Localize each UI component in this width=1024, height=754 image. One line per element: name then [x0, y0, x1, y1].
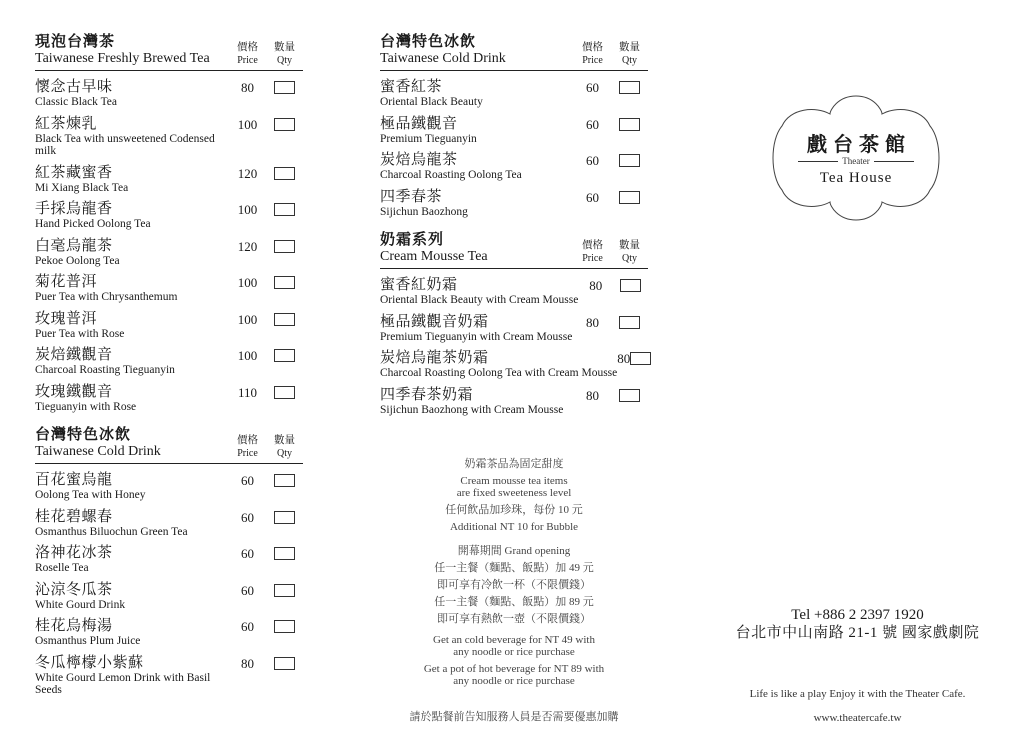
item-price: 60: [241, 473, 254, 488]
item-price: 110: [237, 384, 258, 400]
qty-input-box[interactable]: [630, 352, 651, 365]
qty-header: [266, 41, 303, 67]
price-header-en: Price: [237, 448, 258, 459]
item-name-en: White Gourd Lemon Drink with Basil Seeds: [35, 671, 211, 696]
menu-item: [380, 116, 648, 146]
menu-item: [380, 387, 648, 417]
item-price: 60: [241, 546, 254, 561]
qty-cell: [266, 472, 303, 487]
item-name-en: Charcoal Roasting Oolong Tea: [380, 169, 522, 181]
item-name-en: Hand Picked Oolong Tea: [35, 218, 151, 230]
item-name-zh: 沁涼冬瓜茶: [35, 581, 113, 598]
note-offer1-en-1: Get an cold beverage for NT 49 with: [433, 634, 595, 646]
item-price: 80: [241, 80, 254, 95]
item-name-zh: 桂花碧螺春: [35, 508, 113, 525]
item-text: [35, 116, 229, 158]
item-price: 60: [241, 582, 254, 598]
item-price: 80: [586, 387, 599, 403]
qty-input-box[interactable]: [274, 584, 295, 597]
qty-cell: [266, 347, 303, 362]
qty-input-box[interactable]: [274, 313, 295, 326]
item-name-zh: 玫瑰鐵觀音: [35, 383, 113, 400]
qty-cell: [611, 189, 648, 204]
menu-item: [35, 311, 303, 341]
note-offer1-zh-1: 任一主餐（麵點、飯點）加 49 元: [434, 562, 594, 574]
qty-cell: [266, 274, 303, 289]
qty-input-box[interactable]: [619, 118, 640, 131]
item-text: [35, 655, 229, 697]
item-name-en: Black Tea with unsweetened Codensed milk: [35, 132, 215, 157]
item-name-zh: 紅茶煉乳: [35, 115, 98, 132]
item-name-en: Roselle Tea: [35, 562, 89, 574]
item-list: [380, 277, 648, 416]
qty-input-box[interactable]: [274, 240, 295, 253]
item-price: 60: [586, 116, 599, 132]
qty-input-box[interactable]: [274, 167, 295, 180]
section-title-zh: 現泡台灣茶: [35, 34, 116, 50]
item-price: 60: [586, 80, 599, 95]
price-header-zh: 價格: [582, 240, 603, 251]
item-price: 100: [237, 202, 258, 217]
item-name-en: Oriental Black Beauty: [380, 96, 483, 108]
qty-cell: [611, 79, 648, 94]
tagline: Life is like a play Enjoy it with the Theater Cafe.: [749, 688, 966, 700]
item-text: [380, 277, 578, 307]
item-price: 100: [237, 116, 258, 132]
item-price: 80: [586, 314, 599, 330]
qty-cell: [611, 152, 648, 167]
section-header: [380, 34, 648, 71]
menu-item: [35, 165, 303, 195]
item-name-en: Oolong Tea with Honey: [35, 489, 146, 501]
menu-item: [35, 238, 303, 268]
menu-notes: [380, 458, 648, 687]
item-name-en: Sijichun Baozhong with Cream Mousse: [380, 403, 564, 416]
qty-input-box[interactable]: [274, 657, 295, 670]
qty-input-box[interactable]: [619, 191, 640, 204]
menu-column-middle: [380, 34, 648, 430]
note-sweetness-en-2: are fixed sweeteness level: [456, 487, 572, 499]
qty-cell: [630, 350, 651, 365]
item-name-en: Osmanthus Biluochun Green Tea: [35, 525, 188, 538]
section-title-en: Cream Mousse Tea: [380, 249, 488, 264]
item-price: 100: [237, 311, 258, 327]
qty-cell: [266, 238, 303, 253]
menu-item: [35, 655, 303, 697]
price-header: [229, 41, 266, 67]
item-name-zh: 四季春茶: [380, 188, 443, 205]
price-header: [229, 434, 266, 460]
qty-input-box[interactable]: [274, 620, 295, 633]
item-list: [380, 79, 648, 218]
price-header-zh: 價格: [582, 42, 603, 53]
menu-item: [380, 314, 648, 344]
price-header: [574, 41, 611, 67]
menu-item: [380, 79, 648, 109]
qty-input-box[interactable]: [620, 279, 641, 292]
item-name-zh: 炭焙烏龍茶: [380, 152, 458, 168]
item-name-en: White Gourd Drink: [35, 598, 126, 611]
item-name-en: Puer Tea with Chrysanthemum: [35, 291, 178, 303]
item-price: 80: [241, 655, 254, 671]
item-text: [35, 347, 229, 377]
qty-header-en: Qty: [622, 55, 637, 66]
item-name-zh: 手採烏龍香: [35, 201, 113, 217]
item-name-zh: 洛神花冰茶: [35, 545, 113, 561]
section-cream-mousse: [380, 232, 648, 416]
qty-cell: [613, 277, 648, 292]
item-price: 60: [586, 153, 599, 168]
item-name-en: Osmanthus Plum Juice: [35, 635, 141, 647]
qty-cell: [266, 582, 303, 597]
note-offer2-en-1: Get a pot of hot beverage for NT 89 with: [423, 663, 605, 675]
item-text: [35, 509, 229, 539]
menu-item: [35, 582, 303, 612]
item-price: 80: [589, 278, 603, 293]
qty-header-zh: 數量: [619, 240, 640, 251]
logo-english-name: Tea House: [819, 170, 893, 186]
menu-item: [35, 618, 303, 648]
item-price: 100: [237, 348, 258, 363]
menu-item: [380, 189, 648, 219]
qty-header-zh: 數量: [274, 42, 295, 53]
note-sweetness-zh: 奶霜茶品為固定甜度: [464, 458, 564, 470]
item-price: 100: [237, 275, 258, 290]
telephone: Tel +886 2 2397 1920: [791, 607, 924, 623]
address: 台北市中山南路 21-1 號 國家戲劇院: [735, 625, 980, 641]
qty-input-box[interactable]: [619, 316, 640, 329]
item-name-zh: 極品鐵觀音: [380, 115, 458, 132]
qty-cell: [266, 384, 303, 399]
price-header-zh: 價格: [237, 42, 258, 53]
logo-sub-text: Theater: [842, 156, 870, 166]
qty-header: [611, 239, 648, 265]
item-name-zh: 蜜香紅茶: [380, 79, 443, 95]
item-name-en: Charcoal Roasting Oolong Tea with Cream Mousse: [380, 367, 618, 379]
note-offer2-zh-2: 即可享有熱飲一壺（不限價錢）: [437, 613, 591, 625]
item-name-en: Premium Tieguanyin with Cream Mousse: [380, 330, 573, 343]
item-price: 60: [241, 619, 254, 634]
qty-header-en: Qty: [277, 448, 292, 459]
menu-item: [35, 347, 303, 377]
qty-cell: [611, 314, 648, 329]
item-text: [35, 201, 229, 231]
item-text: [35, 384, 229, 414]
item-text: [380, 350, 617, 380]
qty-header: [266, 434, 303, 460]
item-text: [35, 311, 229, 341]
note-bubble-zh: 任何飲品加珍珠，每份 10 元: [445, 504, 583, 516]
item-name-zh: 炭焙鐵觀音: [35, 347, 113, 363]
section-title-zh: 奶霜系列: [380, 232, 445, 248]
item-price: 120: [237, 238, 258, 254]
brand-logo: [770, 92, 942, 224]
footer-note: 請於點餐前告知服務人員是否需要優惠加購: [409, 711, 619, 723]
section-title-en: Taiwanese Freshly Brewed Tea: [35, 51, 210, 66]
section-header: [380, 232, 648, 269]
qty-cell: [266, 311, 303, 326]
menu-item: [35, 384, 303, 414]
section-cold-drink-right: [380, 34, 648, 218]
note-offer1-en-2: any noodle or rice purchase: [453, 646, 575, 658]
section-header: [35, 427, 303, 464]
menu-item: [380, 350, 648, 380]
qty-input-box[interactable]: [274, 386, 295, 399]
qty-header: [611, 41, 648, 67]
qty-input-box[interactable]: [274, 118, 295, 131]
item-text: [35, 582, 229, 612]
menu-item: [35, 201, 303, 231]
qty-input-box[interactable]: [619, 389, 640, 402]
note-offer2-en-2: any noodle or rice purchase: [453, 675, 575, 687]
note-opening: 開幕期間 Grand opening: [457, 545, 571, 557]
item-price: 60: [586, 189, 599, 205]
item-text: [380, 152, 574, 182]
section-brewed-tea: [35, 34, 303, 413]
item-name-zh: 桂花烏梅湯: [35, 618, 113, 634]
qty-input-box[interactable]: [619, 154, 640, 167]
item-text: [380, 387, 574, 417]
qty-cell: [611, 387, 648, 402]
item-text: [380, 314, 574, 344]
price-header-zh: 價格: [237, 435, 258, 446]
qty-header-en: Qty: [622, 253, 637, 264]
item-text: [35, 165, 229, 195]
price-header-en: Price: [237, 55, 258, 66]
item-name-zh: 白毫烏龍茶: [35, 237, 113, 254]
item-name-en: Sijichun Baozhong: [380, 205, 468, 218]
item-list: [35, 79, 303, 413]
section-header: [35, 34, 303, 71]
item-name-zh: 炭焙烏龍茶奶霜: [380, 350, 489, 366]
qty-input-box[interactable]: [274, 276, 295, 289]
qty-input-box[interactable]: [274, 474, 295, 487]
qty-cell: [266, 79, 303, 94]
qty-cell: [611, 116, 648, 131]
item-name-en: Pekoe Oolong Tea: [35, 254, 120, 267]
item-name-en: Puer Tea with Rose: [35, 327, 125, 340]
section-title-zh: 台灣特色冰飲: [380, 34, 477, 50]
item-name-zh: 四季春茶奶霜: [380, 386, 474, 403]
qty-header-zh: 數量: [274, 435, 295, 446]
qty-header-en: Qty: [277, 55, 292, 66]
item-text: [35, 545, 229, 575]
qty-input-box[interactable]: [274, 511, 295, 524]
price-header-en: Price: [582, 253, 603, 264]
qty-input-box[interactable]: [274, 81, 295, 94]
menu-item: [35, 472, 303, 502]
menu-item: [380, 152, 648, 182]
note-bubble-en: Additional NT 10 for Bubble: [449, 521, 579, 533]
item-price: 60: [241, 509, 254, 525]
note-sweetness-en-1: Cream mousse tea items: [460, 475, 568, 487]
item-name-zh: 紅茶藏蜜香: [35, 164, 113, 181]
item-name-zh: 極品鐵觀音奶霜: [380, 313, 489, 330]
item-text: [380, 189, 574, 219]
price-header: [574, 239, 611, 265]
menu-item: [35, 79, 303, 109]
qty-input-box[interactable]: [274, 349, 295, 362]
item-name-zh: 玫瑰普洱: [35, 310, 98, 327]
item-text: [380, 116, 574, 146]
item-name-zh: 蜜香紅奶霜: [380, 277, 458, 293]
price-header-en: Price: [582, 55, 603, 66]
item-text: [35, 79, 229, 109]
item-name-en: Mi Xiang Black Tea: [35, 181, 129, 194]
menu-item: [35, 116, 303, 158]
item-text: [35, 472, 229, 502]
item-text: [35, 274, 229, 304]
item-name-zh: 菊花普洱: [35, 274, 98, 290]
logo-chinese-name: 戲台茶館: [807, 134, 911, 156]
item-name-en: Classic Black Tea: [35, 96, 118, 108]
menu-item: [35, 274, 303, 304]
qty-cell: [266, 545, 303, 560]
item-name-zh: 冬瓜檸檬小紫蘇: [35, 654, 144, 671]
item-text: [380, 79, 574, 109]
section-title-en: Taiwanese Cold Drink: [35, 444, 161, 459]
item-list: [35, 472, 303, 697]
item-text: [35, 238, 229, 268]
item-name-zh: 百花蜜烏龍: [35, 472, 113, 488]
qty-cell: [266, 618, 303, 633]
contact-block: [725, 606, 990, 642]
qty-cell: [266, 509, 303, 524]
section-cold-drink-left: [35, 427, 303, 697]
website-link[interactable]: www.theatercafe.tw: [813, 712, 902, 724]
section-title-zh: 台灣特色冰飲: [35, 427, 132, 443]
item-name-en: Premium Tieguanyin: [380, 132, 477, 145]
menu-item: [35, 545, 303, 575]
qty-cell: [266, 116, 303, 131]
qty-cell: [266, 655, 303, 670]
item-price: 120: [237, 165, 258, 181]
item-name-en: Oriental Black Beauty with Cream Mousse: [380, 294, 579, 306]
qty-input-box[interactable]: [274, 547, 295, 560]
note-offer1-zh-2: 即可享有冷飲一杯（不限價錢）: [437, 579, 591, 591]
note-offer2-zh-1: 任一主餐（麵點、飯點）加 89 元: [434, 596, 594, 608]
menu-column-left: [35, 34, 303, 711]
menu-item: [35, 509, 303, 539]
section-title-en: Taiwanese Cold Drink: [380, 51, 506, 66]
item-name-en: Charcoal Roasting Tieguanyin: [35, 364, 175, 376]
qty-input-box[interactable]: [619, 81, 640, 94]
item-price: 80: [617, 351, 631, 366]
qty-cell: [266, 165, 303, 180]
qty-cell: [266, 201, 303, 216]
item-name-zh: 懷念古早味: [35, 79, 113, 95]
logo-subtitle: [798, 156, 914, 166]
menu-item: [380, 277, 648, 307]
item-name-en: Tieguanyin with Rose: [35, 400, 137, 413]
item-text: [35, 618, 229, 648]
qty-input-box[interactable]: [274, 203, 295, 216]
qty-header-zh: 數量: [619, 42, 640, 53]
